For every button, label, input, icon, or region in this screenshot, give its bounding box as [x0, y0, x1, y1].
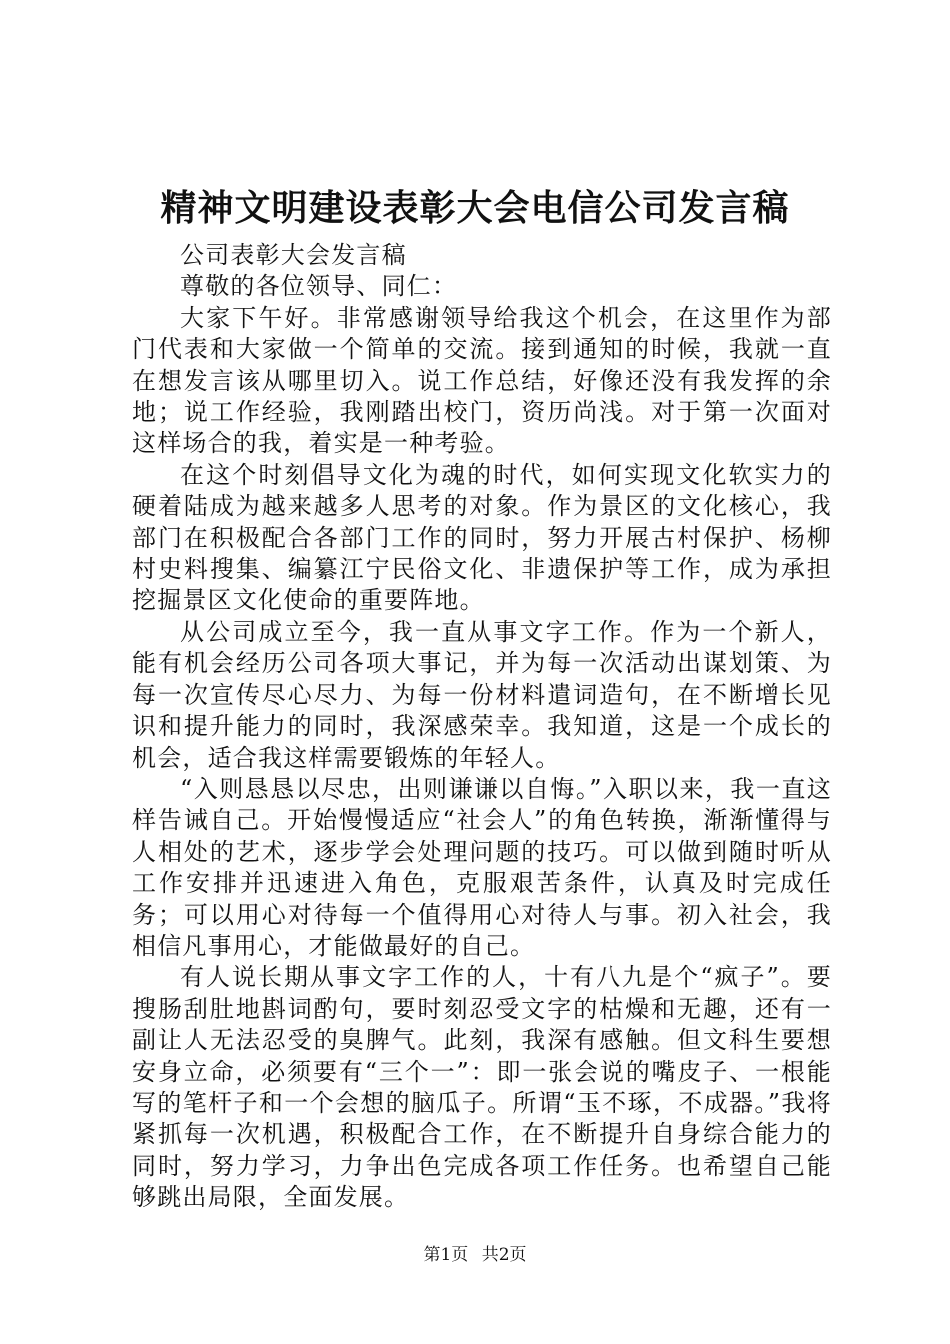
body-paragraph: “入则恳恳以尽忠，出则谦谦以自悔。”入职以来，我一直这样告诫自己。开始慢慢适应“社会人”的角色转换，渐渐懂得与人相处的艺术，逐步学会处理问题的技巧。可以做到随时听从工作安排并迅速进入角色，克服艰苦条件，认真及时完成任务；可以用心对待每一个值得用心对待人与事。初入社会，我相信凡事用心，才能做最好的自己。 [132, 774, 832, 960]
body-paragraph: 大家下午好。非常感谢领导给我这个机会，在这里作为部门代表和大家做一个简单的交流。接到通知的时候，我就一直在想发言该从哪里切入。说工作总结，好像还没有我发挥的余地；说工作经验，我刚踏出校门，资历尚浅。对于第一次面对这样场合的我，着实是一种考验。 [132, 303, 832, 458]
page-total: 共2页 [481, 1245, 527, 1265]
document-title: 精神文明建设表彰大会电信公司发言稿 [160, 187, 790, 229]
page-footer [0, 1244, 950, 1266]
document-body [132, 240, 832, 1214]
page-number: 第1页 [423, 1245, 469, 1265]
body-paragraph: 有人说长期从事文字工作的人，十有八九是个“疯子”。要搜肠刮肚地斟词酌句，要时刻忍受文字的枯燥和无趣，还有一副让人无法忍受的臭脾气。此刻，我深有感触。但文科生要想安身立命，必须要有“三个一”：即一张会说的嘴皮子、一根能写的笔杆子和一个会想的脑瓜子。所谓“玉不琢，不成器。”我将紧抓每一次机遇，积极配合工作，在不断提升自身综合能力的同时，努力学习，力争出色完成各项工作任务。也希望自己能够跳出局限，全面发展。 [132, 963, 832, 1212]
salutation-paragraph: 尊敬的各位领导、同仁： [180, 272, 458, 301]
subtitle-paragraph: 公司表彰大会发言稿 [180, 241, 407, 269]
body-paragraph: 从公司成立至今，我一直从事文字工作。作为一个新人，能有机会经历公司各项大事记，并为每一次活动出谋划策、为每一次宣传尽心尽力、为每一份材料遣词造句，在不断增长见识和提升能力的同时，我深感荣幸。我知道，这是一个成长的机会，适合我这样需要锻炼的年轻人。 [132, 617, 832, 772]
body-paragraph: 在这个时刻倡导文化为魂的时代，如何实现文化软实力的硬着陆成为越来越多人思考的对象。作为景区的文化核心，我部门在积极配合各部门工作的同时，努力开展古村保护、杨柳村史料搜集、编纂江宁民俗文化、非遗保护等工作，成为承担挖掘景区文化使命的重要阵地。 [132, 460, 832, 615]
